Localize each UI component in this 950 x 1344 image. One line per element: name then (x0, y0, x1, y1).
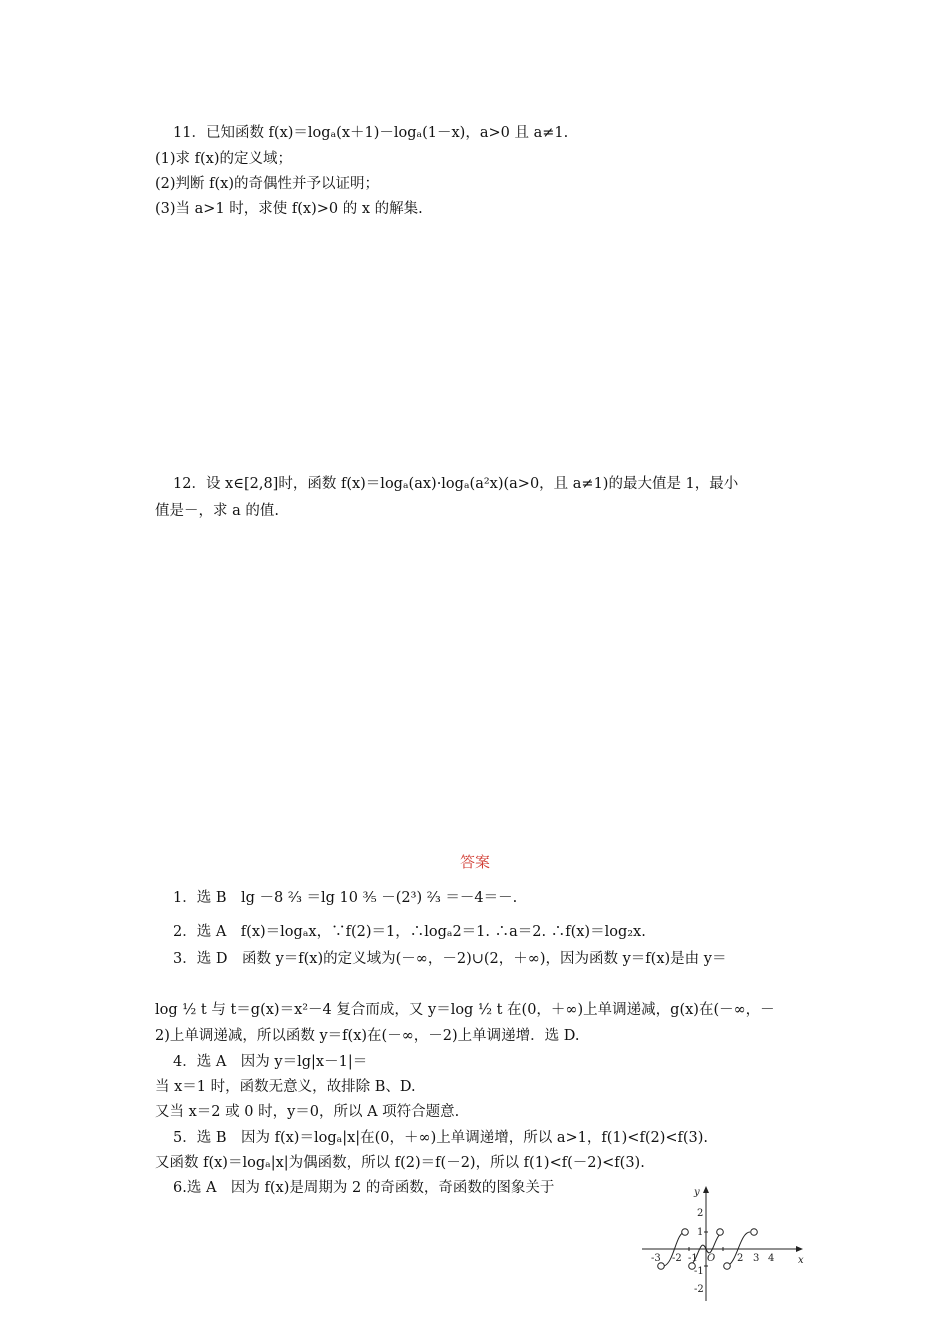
x-tick-label-3: 3 (753, 1253, 760, 1264)
problem-11-part-2: (2)判断 f(x)的奇偶性并予以证明； (155, 176, 380, 192)
answer-3-line-1: 3．选 D 函数 y＝f(x)的定义域为(－∞，－2)∪(2，＋∞)，因为函数 y＝f(x)是由 y＝ (173, 951, 727, 967)
problem-12-line-2: 值是－，求 a 的值. (155, 503, 279, 519)
x-tick-label-minus-2: -2 (672, 1253, 682, 1264)
answer-3-line-2: log ½ t 与 t＝g(x)＝x²－4 复合而成，又 y＝log ½ t 在(0，＋∞)上单调递减，g(x)在(－∞，－ (155, 1002, 775, 1018)
answer-4-line-2: 当 x＝1 时，函数无意义，故排除 B、D. (155, 1079, 416, 1095)
x-axis-arrow (796, 1246, 803, 1252)
y-tick-label-2: 2 (697, 1208, 704, 1219)
y-tick-label-minus-1: -1 (694, 1266, 704, 1277)
problem-12-line-1: 12．设 x∈[2,8]时，函数 f(x)＝logₐ(ax)·logₐ(a²x)(a>0，且 a≠1)的最大值是 1，最小 (173, 476, 739, 492)
answers-title: 答案 (459, 853, 490, 871)
problem-11-part-3: (3)当 a>1 时，求使 f(x)>0 的 x 的解集. (155, 201, 423, 217)
x-axis-label: x (798, 1255, 804, 1266)
answer-6-line-1: 6.选 A 因为 f(x)是周期为 2 的奇函数，奇函数的图象关于 (173, 1180, 555, 1196)
open-point-5 (724, 1263, 731, 1270)
y-tick-label-1: 1 (697, 1227, 704, 1238)
x-tick-label-minus-1: -1 (688, 1253, 698, 1264)
y-axis-arrow (703, 1186, 709, 1193)
answer-1: 1．选 B lg －8 ²⁄₃ ＝lg 10 ³⁄₅ －(2³) ²⁄₃ ＝－4＝－. (173, 890, 518, 906)
open-point-4 (717, 1229, 724, 1236)
x-tick-label-2: 2 (737, 1253, 744, 1264)
y-tick-label-minus-2: -2 (694, 1284, 704, 1295)
periodic-function-graph (640, 1183, 812, 1305)
open-point-2 (682, 1229, 689, 1236)
answer-5-line-2: 又函数 f(x)＝logₐ|x|为偶函数，所以 f(2)＝f(－2)，所以 f(1)<f(－2)<f(3). (155, 1155, 645, 1171)
y-axis-label: y (694, 1187, 700, 1198)
x-tick-label-4: 4 (768, 1253, 775, 1264)
answer-5-line-1: 5．选 B 因为 f(x)＝logₐ|x|在(0，＋∞)上单调递增，所以 a>1，f(1)<f(2)<f(3). (173, 1130, 709, 1146)
answer-4-line-3: 又当 x＝2 或 0 时，y＝0，所以 A 项符合题意. (155, 1104, 460, 1120)
problem-11-part-1: (1)求 f(x)的定义域； (155, 151, 293, 167)
answer-2: 2．选 A f(x)＝logₐx，∵f(2)＝1，∴logₐ2＝1. ∴a＝2. ∴f(x)＝log₂x. (173, 924, 646, 940)
origin-label: O (707, 1253, 716, 1264)
answer-4-line-1: 4．选 A 因为 y＝lg|x－1|＝ (173, 1054, 368, 1070)
problem-11-stem: 11．已知函数 f(x)＝logₐ(x＋1)－logₐ(1－x)，a>0 且 a≠1. (173, 125, 569, 141)
x-tick-label-minus-3: -3 (651, 1253, 661, 1264)
open-point-6 (751, 1229, 758, 1236)
answer-3-line-3: 2)上单调递减，所以函数 y＝f(x)在(－∞，－2)上单调递增．选 D. (155, 1028, 580, 1044)
